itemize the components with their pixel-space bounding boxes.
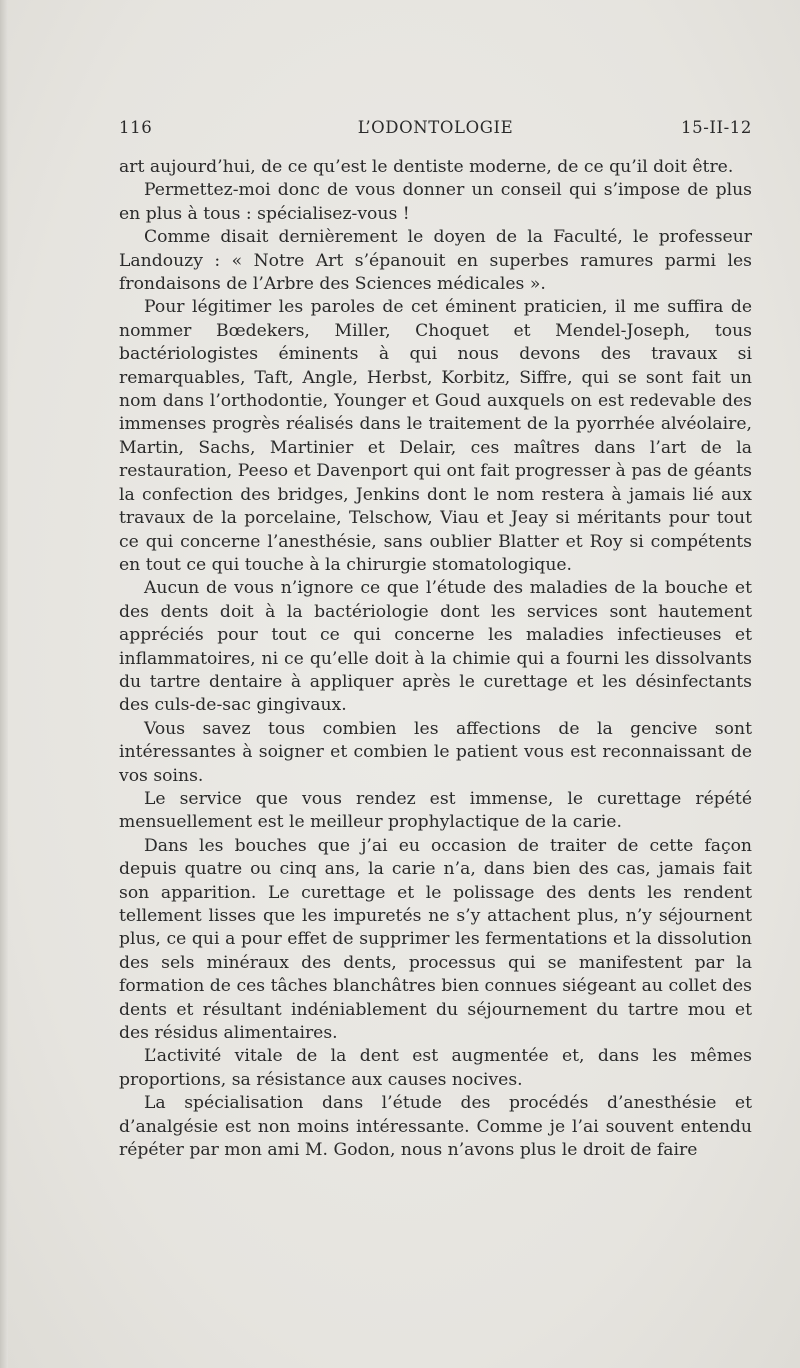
paragraph: Dans les bouches que j’ai eu occasion de traiter de cette façon depuis quatre ou cinq ans, la carie n’a, dans bien des cas, jamais fait son apparition. Le curettage et le polissage des dents les rendent tellement lisses que les impuretés ne s’y attachent plus, n’y séjournent plus, ce qui a pour effet de supprimer les fermentations et la dissolution des sels minéraux des dents, processus qui se manifestent par la formation de ces tâches blanchâtres bien connues siégeant au collet des dents et résultant indéniablement du séjournement du tartre mou et des résidus alimentaires. (119, 835, 752, 1044)
paragraph: Le service que vous rendez est immense, le curettage répété mensuellement est le meilleur prophylactique de la carie. (119, 788, 752, 833)
paragraph: Aucun de vous n’ignore ce que l’étude des maladies de la bouche et des dents doit à la bactériologie dont les services sont hautement appréciés pour tout ce qui concerne les maladies infectieuses et inflammatoires, ni ce qu’elle doit à la chimie qui a fourni les dissolvants du tartre dentaire à appliquer après le curettage et les désinfectants des culs-de-sac gingivaux. (119, 578, 752, 716)
paragraph: L’activité vitale de la dent est augmentée et, dans les mêmes proportions, sa résistance aux causes nocives. (119, 1046, 752, 1090)
issue-date: 15-II-12 (681, 118, 752, 137)
body-text (119, 156, 752, 1162)
page-header (119, 118, 752, 142)
page-binding-edge (0, 0, 8, 1368)
paragraph: Permettez-moi donc de vous donner un conseil qui s’impose de plus en plus à tous : spécialisez-vous ! (119, 180, 752, 224)
paragraph: Pour légitimer les paroles de cet éminent praticien, il me suffira de nommer Bœdekers, Miller, Choquet et Mendel-Joseph, tous bactériologistes éminents à qui nous devons des travaux si remarquables, Taft, Angle, Herbst, Korbitz, Siffre, qui se sont fait un nom dans l’orthodontie, Younger et Goud auxquels on est redevable des immenses progrès réalisés dans le traitement de la pyorrhée alvéolaire, Martin, Sachs, Martinier et Delair, ces maîtres dans l’art de la restauration, Peeso et Davenport qui ont fait progresser à pas de géants la confection des bridges, Jenkins dont le nom restera à jamais lié aux travaux de la porcelaine, Telschow, Viau et Jeay si méritants pour tout ce qui concerne l’anesthésie, sans oublier Blatter et Roy si compétents en tout ce qui touche à la chirurgie stomatologique. (119, 297, 752, 575)
paragraph: Vous savez tous combien les affections de la gencive sont intéressantes à soigner et combien le patient vous est reconnaissant de vos soins. (119, 718, 752, 786)
paragraph: La spécialisation dans l’étude des procédés d’anesthésie et d’analgésie est non moins intéressante. Comme je l’ai souvent entendu répéter par mon ami M. Godon, nous n’avons plus le droit de faire (119, 1093, 752, 1161)
paragraph: art aujourd’hui, de ce qu’est le dentiste moderne, de ce qu’il doit être. (119, 157, 734, 177)
page-number: 116 (119, 118, 153, 137)
paragraph: Comme disait dernièrement le doyen de la Faculté, le professeur Landouzy : « Notre Art s’épanouit en superbes ramures parmi les frondaisons de l’Arbre des Sciences médicales ». (119, 227, 752, 295)
running-title: L’ODONTOLOGIE (357, 118, 514, 137)
